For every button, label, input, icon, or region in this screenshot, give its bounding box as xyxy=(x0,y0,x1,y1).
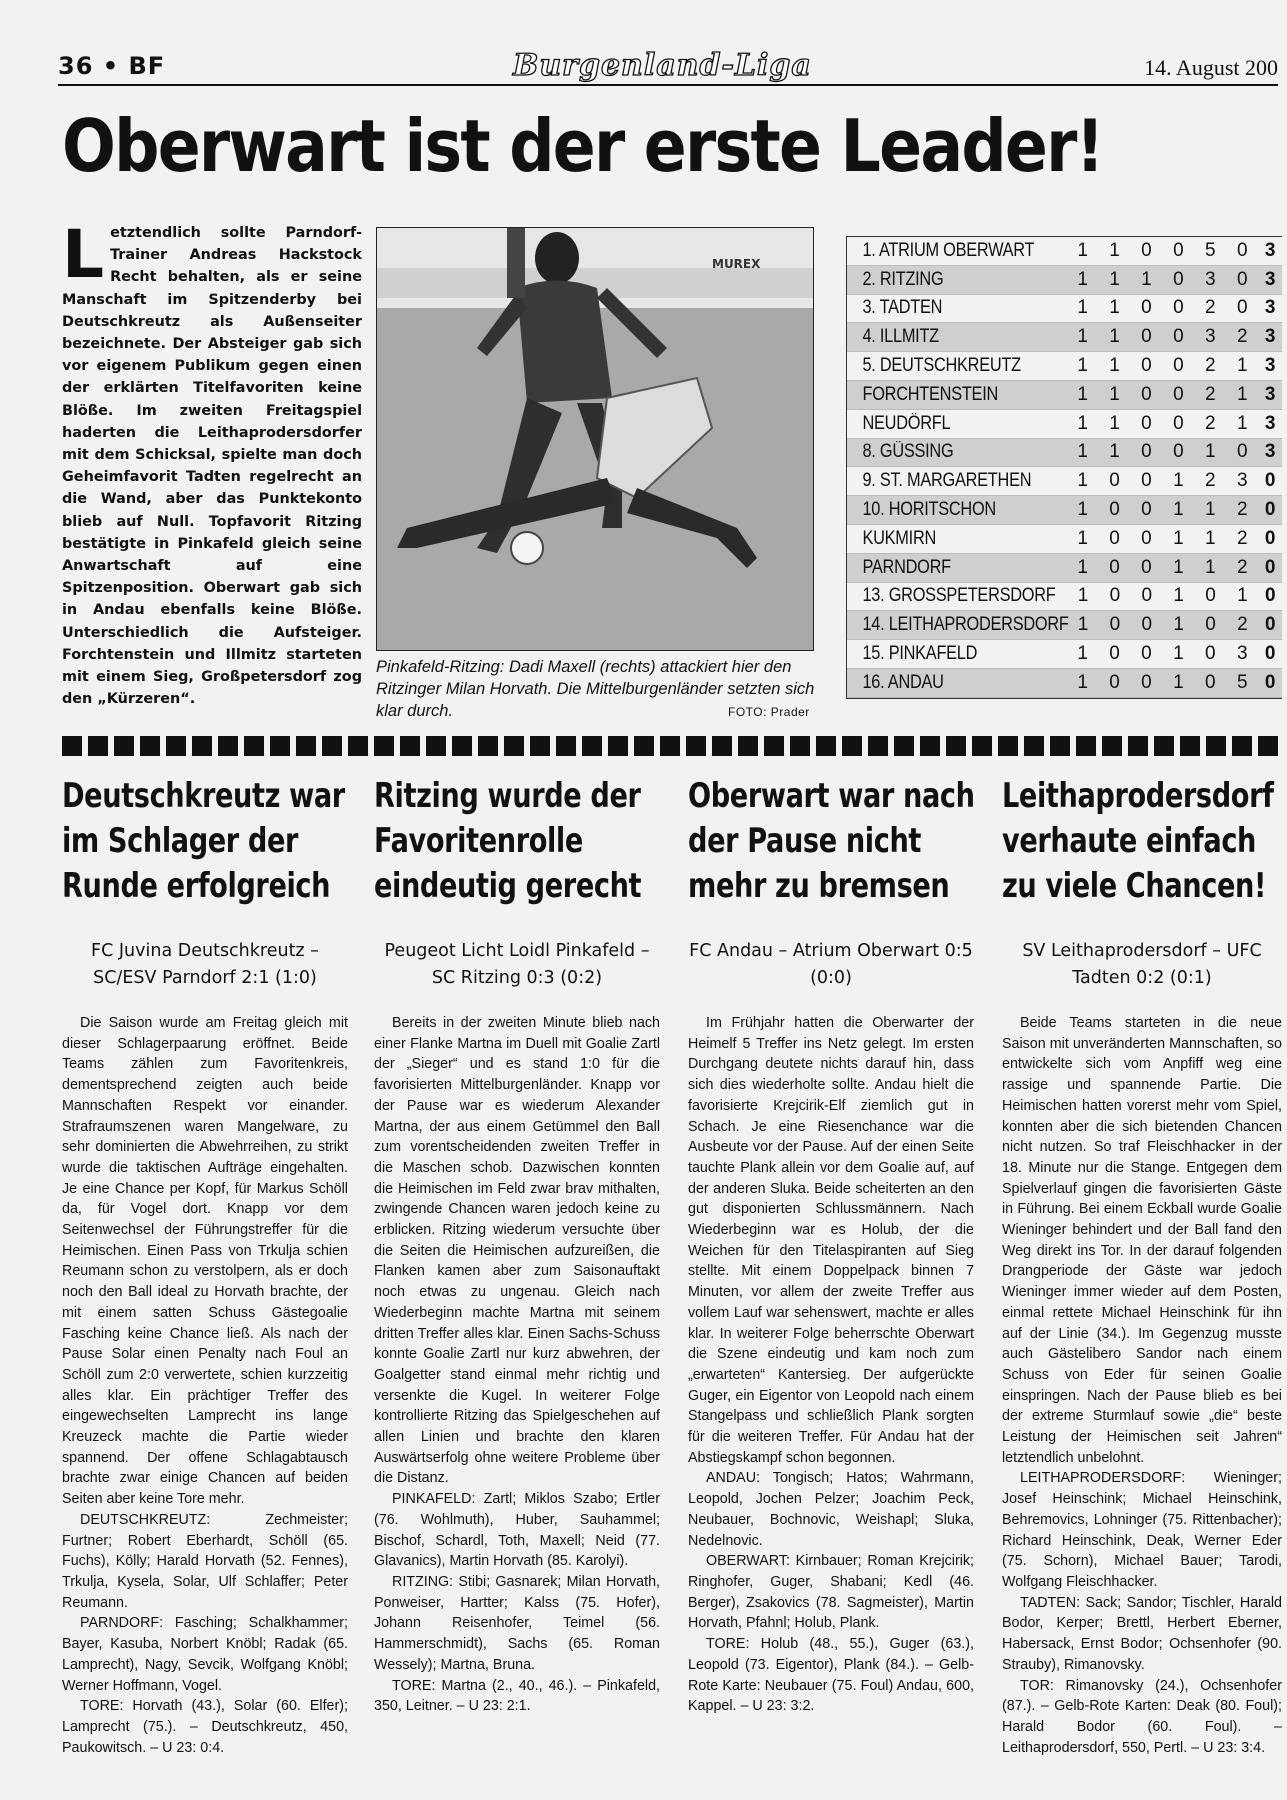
lineup-away: RITZING: Stibi; Gasnarek; Milan Horvath, Ponweiser, Hartter; Kalss (75. Hofer), Johann Reisenhofer, Teimel (56. Hammerschmidt), Sachs (65. Roman Wessely); Martna, Bruna. xyxy=(374,1573,660,1673)
stat-cell: 0 xyxy=(1141,297,1152,319)
stat-cell: 0 xyxy=(1205,643,1216,665)
team-name: 4. ILLMITZ xyxy=(862,326,939,348)
points-cell: 0 xyxy=(1264,585,1276,607)
team-name: 3. TADTEN xyxy=(862,297,943,319)
story-body xyxy=(1002,1013,1282,1758)
story-body xyxy=(374,1013,660,1717)
stat-cell: 1 xyxy=(1077,239,1088,261)
lead-text: etztendlich sollte Parndorf-Trainer Andreas Hackstock Recht behalten, als er seine Manschaft im Spitzenderby bei Deutschkreutz als Außenseiter bezeichnete. Der Absteiger gab sich vor eigenem Publikum gegen einen der erklärten Titelfavoriten keine Blöße. Im zweiten Freitagspiel haderten die Leithaprodersdorfer mit dem Schicksal, spielte man doch Geheimfavorit Tadten regelrecht an die Wand, aber das Punktekonto blieb auf Null. Topfavorit Ritzing bestätigte in Pinkafeld gleich seine Anwartschaft auf eine Spitzenposition. Oberwart gab sich in Andau ebenfalls keine Blöße. Unterschiedlich die Aufsteiger. Forchtenstein und Illmitz starteten mit einem Sieg, Großpetersdorf zog den „Kürzeren“. xyxy=(62,225,362,708)
story-oberwart xyxy=(688,774,974,1717)
table-row xyxy=(847,410,1282,439)
story-text: Die Saison wurde am Freitag gleich mit dieser Schlagerpaarung eröffnet. Beide Teams zählen zum Favoritenkreis, dementsprechend zeigten auch beide Mannschaften Respekt vor einander. Strafraumszenen waren Mangelware, zu sehr dominierten die Abwehrreihen, zu strikt wurde die taktischen Aufträge eingehalten. Je eine Chance per Kopf, für Markus Schöll da, für Vogel dort. Knapp vor dem Seitenwechsel der Führungstreffer für die Heimischen. Einen Pass von Trkulja schien Reumann schon zu verstolpern, als er doch noch den Ball ideal zu Horvath brachte, der mit einem satten Schuss Gästegoalie Fasching keine Chance ließ. Als nach der Pause Solar einen Penalty nach Foul an Schöll zum 2:0 verwertete, schien kurzzeitig alles klar. Ein prächtiger Treffer des eingewechselten Lamprecht ins lange Kreuzeck machte die Partie wieder spannend. Der offene Schlagabtausch brachte zwar einige Chancen auf beiden Seiten aber keine Tore mehr. xyxy=(62,1015,348,1508)
story-body xyxy=(688,1013,974,1717)
story-body xyxy=(62,1013,348,1758)
stat-cell: 2 xyxy=(1205,470,1216,492)
stat-cell: 0 xyxy=(1173,239,1184,261)
goals: TORE: Holub (48., 55.), Guger (63.), Leopold (73. Eigentor), Plank (84.). – Gelb-Rote Karte: Neubauer (75. Foul) Andau, 600, Kappel. – U 23: 3:2. xyxy=(688,1636,974,1715)
stat-cell: 1 xyxy=(1077,268,1088,290)
stat-cell: 1 xyxy=(1205,556,1216,578)
stat-cell: 1 xyxy=(1237,585,1248,607)
stat-cell: 1 xyxy=(1173,470,1184,492)
table-row xyxy=(847,352,1282,381)
stat-cell: 0 xyxy=(1236,441,1248,463)
stat-cell: 1 xyxy=(1173,527,1184,549)
team-name: PARNDORF xyxy=(862,556,951,578)
story-title: Leithaprodersdorf verhaute einfach zu viele Chancen! xyxy=(1002,776,1274,906)
lineup-home: LEITHAPRODERSDORF: Wieninger; Josef Heinschink; Michael Heinschink, Behremovics, Lohninger (75. Rittenbacher); Richard Heinschink, Deak, Werner Eder (75. Schorn), Michael Bauer; Tarodi, Wolfgang Fleischhacker. xyxy=(1002,1470,1282,1590)
stat-cell: 0 xyxy=(1109,614,1120,636)
stat-cell: 2 xyxy=(1205,383,1216,405)
points-cell: 0 xyxy=(1264,470,1276,492)
stat-cell: 0 xyxy=(1141,556,1152,578)
team-name: 1. ATRIUM OBERWART xyxy=(862,239,1035,261)
lineup-away: TADTEN: Sack; Sandor; Tischler, Harald Bodor, Kerper; Brettl, Herbert Eberner, Habersack, Ernst Bodor; Ochsenhofer (90. Strauby), Rimanovsky. xyxy=(1002,1594,1282,1673)
stat-cell: 2 xyxy=(1236,527,1248,549)
stat-cell: 1 xyxy=(1077,355,1088,377)
stat-cell: 1 xyxy=(1109,355,1120,377)
stat-cell: 1 xyxy=(1077,527,1088,549)
points-cell: 3 xyxy=(1264,239,1276,261)
photo-illustration xyxy=(377,228,814,651)
league-table xyxy=(846,236,1282,699)
points-cell: 0 xyxy=(1264,614,1276,636)
issue-date: 14. August 200 xyxy=(1144,55,1278,80)
table-row xyxy=(847,525,1282,554)
goals: TORE: Martna (2., 40., 46.). – Pinkafeld, 350, Leitner. – U 23: 2:1. xyxy=(374,1677,660,1715)
stat-cell: 0 xyxy=(1141,470,1152,492)
team-name: FORCHTENSTEIN xyxy=(862,383,999,405)
stat-cell: 1 xyxy=(1109,412,1120,434)
stat-cell: 0 xyxy=(1205,614,1216,636)
lineup-away: PARNDORF: Fasching; Schalkhammer; Bayer, Kasuba, Norbert Knöbl; Radak (65. Lamprecht), Nagy, Sevcik, Wolfgang Knöbl; Werner Hoffmann, Vogel. xyxy=(62,1615,348,1694)
banner-text: MUREX xyxy=(712,257,761,271)
stat-cell: 1 xyxy=(1236,355,1248,377)
table-row xyxy=(847,496,1282,525)
stat-cell: 1 xyxy=(1077,643,1088,665)
match-result: FC Andau – Atrium Oberwart 0:5 (0:0) xyxy=(689,941,973,988)
stat-cell: 0 xyxy=(1205,585,1216,607)
stat-cell: 1 xyxy=(1173,499,1184,521)
stat-cell: 1 xyxy=(1173,643,1184,665)
stat-cell: 0 xyxy=(1141,355,1152,377)
stat-cell: 0 xyxy=(1173,383,1184,405)
stat-cell: 0 xyxy=(1236,239,1248,261)
stat-cell: 1 xyxy=(1173,585,1184,607)
stat-cell: 3 xyxy=(1236,470,1248,492)
stat-cell: 0 xyxy=(1109,499,1120,521)
team-name: 10. HORITSCHON xyxy=(862,499,996,521)
lineup-home: PINKAFELD: Zartl; Miklos Szabo; Ertler (76. Wohlmuth), Huber, Sauhammel; Bischof, Schardl, Toth, Maxell; Neid (77. Glavanics), Martin Horvath (85. Karolyi). xyxy=(374,1491,660,1570)
table-row xyxy=(847,266,1282,295)
lineup-away: OBERWART: Kirnbauer; Roman Krejcirik; Ringhofer, Guger, Shabani; Kedl (46. Berger), Zsakovics (78. Sagmeister), Martin Horvath, Pfahnl; Holub, Plank. xyxy=(688,1553,974,1632)
stat-cell: 1 xyxy=(1205,499,1216,521)
table-row xyxy=(847,237,1282,266)
team-name: KUKMIRN xyxy=(862,527,937,549)
match-result: Peugeot Licht Loidl Pinkafeld – SC Ritzing 0:3 (0:2) xyxy=(384,941,650,988)
points-cell: 3 xyxy=(1264,441,1276,463)
section-divider xyxy=(62,736,1282,756)
stat-cell: 3 xyxy=(1205,326,1216,348)
stat-cell: 1 xyxy=(1173,614,1184,636)
stat-cell: 0 xyxy=(1109,470,1120,492)
match-photo xyxy=(376,227,814,651)
stat-cell: 1 xyxy=(1205,441,1216,463)
stat-cell: 0 xyxy=(1173,268,1184,290)
team-name: 13. GROSSPETERSDORF xyxy=(862,585,1056,607)
team-name: 14. LEITHAPRODERSDORF xyxy=(862,614,1069,636)
stat-cell: 1 xyxy=(1077,585,1089,607)
stat-cell: 0 xyxy=(1173,326,1184,348)
stat-cell: 0 xyxy=(1141,441,1152,463)
stat-cell: 0 xyxy=(1173,297,1184,319)
match-result: SV Leithaprodersdorf – UFC Tadten 0:2 (0:1) xyxy=(1022,941,1262,988)
points-cell: 3 xyxy=(1264,383,1276,405)
stat-cell: 2 xyxy=(1236,499,1248,521)
story-ritzing xyxy=(374,774,660,1717)
points-cell: 0 xyxy=(1264,527,1276,549)
lead-paragraph xyxy=(62,216,362,710)
stat-cell: 1 xyxy=(1077,614,1089,636)
stat-cell: 0 xyxy=(1173,412,1184,434)
stat-cell: 0 xyxy=(1109,527,1120,549)
points-cell: 0 xyxy=(1264,671,1276,693)
table-row xyxy=(847,467,1282,496)
table-row xyxy=(847,640,1282,669)
stat-cell: 0 xyxy=(1173,441,1184,463)
points-cell: 3 xyxy=(1264,412,1276,434)
story-leithaprodersdorf xyxy=(1002,774,1282,1758)
stat-cell: 5 xyxy=(1236,671,1248,693)
stat-cell: 1 xyxy=(1173,671,1184,693)
table-row xyxy=(847,295,1282,324)
stat-cell: 1 xyxy=(1173,556,1184,578)
points-cell: 0 xyxy=(1264,643,1276,665)
team-name: 15. PINKAFELD xyxy=(862,643,978,665)
story-text: Beide Teams starteten in die neue Saison mit unveränderten Mannschaften, so entwickelte sich vom Anpfiff weg eine rassige und spannende Partie. Die Heimischen hatten vorerst mehr vom Spiel, konnten aber die sich bietenden Chancen nicht nutzen. So traf Fleischhacker in der 18. Minute nur die Stange. Entgegen dem Spielverlauf gingen die favorisierten Gäste in Führung. Bei einem Eckball wurde Goalie Wieninger behindert und der Ball fand den Weg direkt ins Tor. In der darauf folgenden Drangperiode der Gäste war jedoch Wieninger immer wieder auf dem Posten, einmal rettete Michael Heinschink für ihn auf der Linie (34.). Im Gegenzug musste auch Gästelibero Sandor nach einem Schuss von Eder für seinen Goalie einspringen. Nach der Pause blieb es bei der extreme Sturmlauf sowie „die“ beste Leistung der Heimischen seit Jahren“ letztendlich unbelohnt. xyxy=(1002,1015,1282,1466)
section-title: Burgenland-Liga xyxy=(513,48,812,83)
stat-cell: 0 xyxy=(1109,671,1120,693)
page-number: 36 • BF xyxy=(58,52,166,80)
stat-cell: 0 xyxy=(1109,556,1120,578)
stat-cell: 1 xyxy=(1109,326,1120,348)
stat-cell: 0 xyxy=(1141,614,1152,636)
points-cell: 0 xyxy=(1264,556,1276,578)
story-text: Bereits in der zweiten Minute blieb nach einer Flanke Martna im Duell mit Goalie Zartl der „Sieger“ und es stand 1:0 für die favorisierten Mittelburgenländer. Knapp vor der Pause war es wiederum Alexander Martna, der aus einem Getümmel den Ball zum vorentscheidenden zweiten Treffer in die Maschen schob. Dazwischen konnten die Heimischen im Feld zwar brav mithalten, zwingende Chancen waren jedoch keine zu erblicken. Ritzing wiederum versuchte über die Seiten die Heimischen aufzureißen, die Flanken kamen aber zum Saisonauftakt noch etwas zu ungenau. Gleich nach Wiederbeginn machte Martna mit seinem dritten Treffer alles klar. Einen Sachs-Schuss konnte Goalie Zartl nur kurz abwehren, der Goalgetter stand einmal mehr richtig und versenkte die Kugel. In weiterer Folge kontrollierte Ritzing das Spielgeschehen auf allen Linien und brachte den klaren Auswärtserfolg ohne weitere Probleme über die Distanz. xyxy=(374,1015,660,1487)
stat-cell: 1 xyxy=(1077,499,1088,521)
stat-cell: 2 xyxy=(1237,614,1248,636)
table-row xyxy=(847,554,1282,583)
table-row xyxy=(847,669,1282,698)
stat-cell: 5 xyxy=(1205,239,1216,261)
stat-cell: 1 xyxy=(1077,470,1088,492)
points-cell: 0 xyxy=(1264,499,1276,521)
story-title: Oberwart war nach der Pause nicht mehr zu bremsen xyxy=(688,776,975,906)
stat-cell: 1 xyxy=(1236,412,1248,434)
team-name: 16. ANDAU xyxy=(862,671,944,693)
lineup-home: DEUTSCHKREUTZ: Zechmeister; Furtner; Robert Eberhardt, Schöll (65. Fuchs), Kölly; Harald Horvath (52. Fennes), Trkulja, Kysela, Solar, Ulf Schlaffer; Peter Reumann. xyxy=(62,1511,348,1611)
stat-cell: 0 xyxy=(1141,643,1152,665)
story-title: Deutschkreutz war im Schlager der Runde erfolgreich xyxy=(62,776,345,906)
table-row xyxy=(847,381,1282,410)
stat-cell: 2 xyxy=(1236,556,1248,578)
table-row xyxy=(847,439,1282,468)
table-row xyxy=(847,611,1282,640)
photo-credit: FOTO: Prader xyxy=(728,705,810,719)
stat-cell: 0 xyxy=(1141,326,1152,348)
story-title: Ritzing wurde der Favoritenrolle eindeutig gerecht xyxy=(374,776,642,906)
stat-cell: 1 xyxy=(1077,412,1088,434)
stat-cell: 1 xyxy=(1205,527,1216,549)
stat-cell: 1 xyxy=(1109,441,1120,463)
stat-cell: 1 xyxy=(1236,383,1248,405)
stat-cell: 1 xyxy=(1077,326,1088,348)
stat-cell: 0 xyxy=(1141,527,1152,549)
stat-cell: 0 xyxy=(1236,297,1248,319)
stat-cell: 2 xyxy=(1236,326,1248,348)
stat-cell: 1 xyxy=(1109,297,1120,319)
team-name: 9. ST. MARGARETHEN xyxy=(862,470,1032,492)
stat-cell: 1 xyxy=(1077,297,1088,319)
stat-cell: 1 xyxy=(1077,383,1088,405)
stat-cell: 0 xyxy=(1141,671,1152,693)
main-headline: Oberwart ist der erste Leader! xyxy=(62,104,1103,188)
stat-cell: 0 xyxy=(1236,268,1248,290)
table-row xyxy=(847,583,1282,612)
lineup-home: ANDAU: Tongisch; Hatos; Wahrmann, Leopold, Jochen Pelzer; Joachim Peck, Neubauer, Bochnovic, Weishapl; Sluka, Nedelnovic. xyxy=(688,1470,974,1549)
stat-cell: 3 xyxy=(1236,643,1248,665)
goals: TOR: Rimanovsky (24.), Ochsenhofer (87.). – Gelb-Rote Karten: Deak (80. Foul); Harald Bodor (60. Foul). – Leithaprodersdorf, 550, Pertl. – U 23: 3:4. xyxy=(1002,1677,1282,1756)
points-cell: 3 xyxy=(1264,326,1276,348)
stat-cell: 0 xyxy=(1141,412,1152,434)
points-cell: 3 xyxy=(1264,268,1276,290)
match-result: FC Juvina Deutschkreutz – SC/ESV Parndorf 2:1 (1:0) xyxy=(91,941,319,988)
story-deutschkreutz xyxy=(62,774,348,1758)
stat-cell: 2 xyxy=(1205,412,1216,434)
stat-cell: 1 xyxy=(1109,268,1120,290)
stat-cell: 0 xyxy=(1141,585,1152,607)
team-name: NEUDÖRFL xyxy=(862,412,951,434)
stat-cell: 0 xyxy=(1173,355,1184,377)
stat-cell: 0 xyxy=(1141,383,1152,405)
page-header xyxy=(58,50,1278,86)
story-text: Im Frühjahr hatten die Oberwarter der Heimelf 5 Treffer ins Netz gelegt. Im ersten Durchgang deutete nichts darauf hin, dass sich dies wiederholte sollte. Andau hielt die favorisierte Krejcirik-Elf ziemlich gut in Schach. Je eine Riesenchance war die Ausbeute vor der Pause. Auf der einen Seite tauchte Plank allein vor dem Goalie auf, auf der anderen Sluka. Beide scheiterten an den gut disponierten Schlussmännern. Nach Wiederbeginn war es Holub, der die Weichen für den Titelaspiranten auf Sieg stellte. Mit einem Doppelpack binnen 7 Minuten, vor allem der zweite Treffer aus vollem Lauf war sehenswert, machte er alles klar. In weiterer Folge beherrschte Oberwart die Szene eindeutig und kam noch zum „erwarteten“ Kantersieg. Der aufgerückte Guger, ein Eigentor von Leopold nach einem Stangelpass und schließlich Plank sorgten für die weiteren Treffer. Für Andau hat der Abstiegskampf schon begonnen. xyxy=(688,1015,974,1466)
photo-caption: Pinkafeld-Ritzing: Dadi Maxell (rechts) attackiert hier den Ritzinger Milan Horvath. Die Mittelburgenländer setzten sich klar durch. xyxy=(376,658,815,720)
stat-cell: 1 xyxy=(1109,239,1120,261)
stat-cell: 3 xyxy=(1205,268,1216,290)
points-cell: 3 xyxy=(1264,297,1276,319)
team-name: 2. RITZING xyxy=(862,268,944,290)
stat-cell: 2 xyxy=(1205,297,1216,319)
stat-cell: 1 xyxy=(1077,556,1088,578)
team-name: 8. GÜSSING xyxy=(862,441,954,463)
points-cell: 3 xyxy=(1264,355,1276,377)
stat-cell: 0 xyxy=(1109,643,1120,665)
team-name: 5. DEUTSCHKREUTZ xyxy=(862,355,1021,377)
stat-cell: 0 xyxy=(1109,585,1120,607)
goals: TORE: Horvath (43.), Solar (60. Elfer); Lamprecht (75.). – Deutschkreutz, 450, Paukowitsch. – U 23: 0:4. xyxy=(62,1698,348,1756)
stat-cell: 0 xyxy=(1141,239,1152,261)
stat-cell: 1 xyxy=(1141,268,1152,290)
stat-cell: 0 xyxy=(1141,499,1152,521)
stat-cell: 1 xyxy=(1109,383,1120,405)
stat-cell: 2 xyxy=(1205,355,1216,377)
dropcap: L xyxy=(62,216,105,293)
table-row xyxy=(847,323,1282,352)
stat-cell: 1 xyxy=(1077,671,1088,693)
stat-cell: 1 xyxy=(1077,441,1088,463)
stat-cell: 0 xyxy=(1205,671,1216,693)
